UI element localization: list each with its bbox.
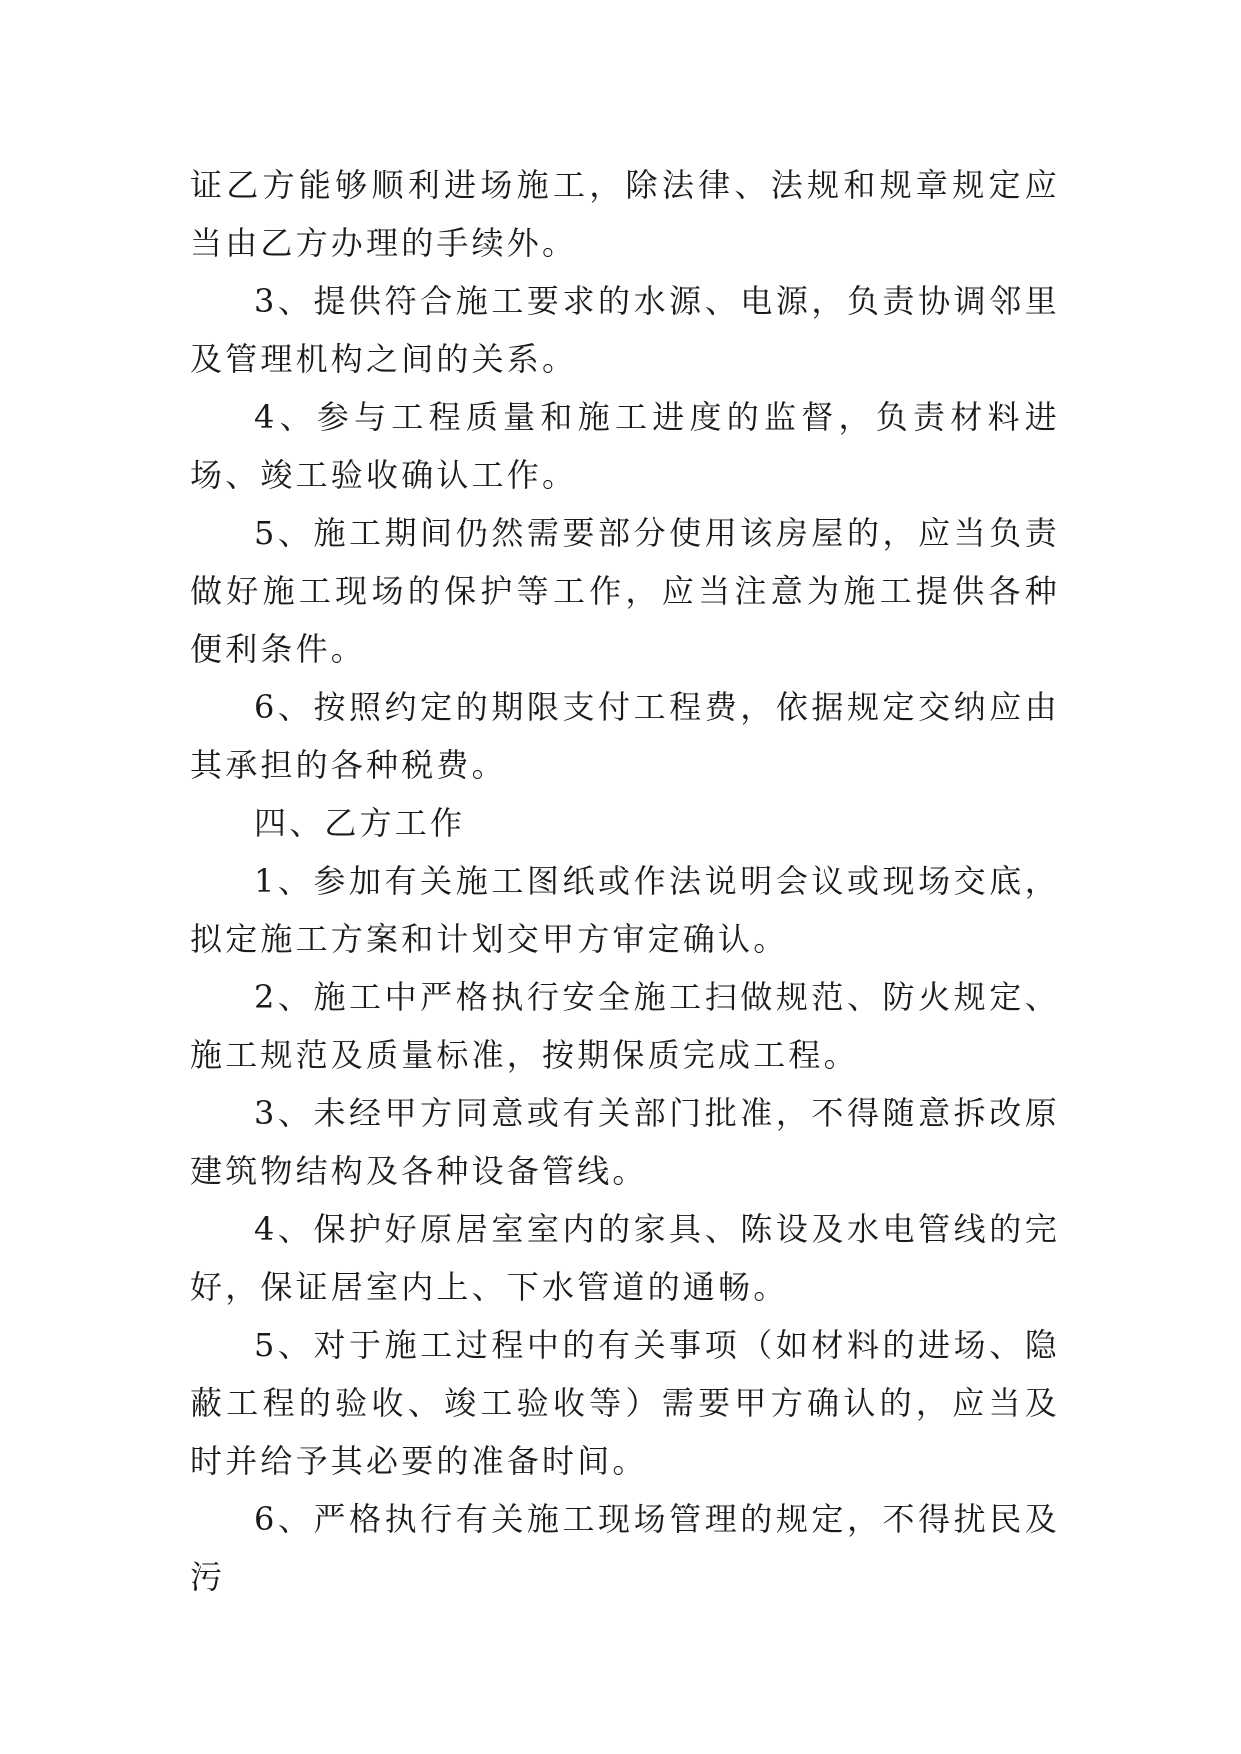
paragraph-item-3-water-power: 3、提供符合施工要求的水源、电源，负责协调邻里及管理机构之间的关系。 [190,282,1060,378]
document-body [190,156,1060,1606]
paragraph-b-item-3-structure: 3、未经甲方同意或有关部门批准，不得随意拆改原建筑物结构及各种设备管线。 [190,1094,1060,1190]
paragraph-b-item-1-drawings: 1、参加有关施工图纸或作法说明会议或现场交底，拟定施工方案和计划交甲方审定确认。 [190,862,1060,958]
paragraph-continuation: 证乙方能够顺利进场施工，除法律、法规和规章规定应当由乙方办理的手续外。 [190,166,1060,262]
section-heading-party-b-work: 四、乙方工作 [254,804,466,842]
paragraph-item-5-site-protection: 5、施工期间仍然需要部分使用该房屋的，应当负责做好施工现场的保护等工作，应当注意为施工提供各种便利条件。 [190,514,1060,668]
paragraph-item-6-payment: 6、按照约定的期限支付工程费，依据规定交纳应由其承担的各种税费。 [190,688,1060,784]
paragraph-b-item-6-site-management: 6、严格执行有关施工现场管理的规定，不得扰民及污 [190,1500,1060,1596]
paragraph-b-item-2-safety: 2、施工中严格执行安全施工扫做规范、防火规定、施工规范及质量标准，按期保质完成工程。 [190,978,1060,1074]
paragraph-item-4-supervision: 4、参与工程质量和施工进度的监督，负责材料进场、竣工验收确认工作。 [190,398,1060,494]
paragraph-b-item-4-furniture: 4、保护好原居室室内的家具、陈设及水电管线的完好，保证居室内上、下水管道的通畅。 [190,1210,1060,1306]
paragraph-b-item-5-confirmation: 5、对于施工过程中的有关事项（如材料的进场、隐蔽工程的验收、竣工验收等）需要甲方确认的，应当及时并给予其必要的准备时间。 [190,1326,1060,1480]
